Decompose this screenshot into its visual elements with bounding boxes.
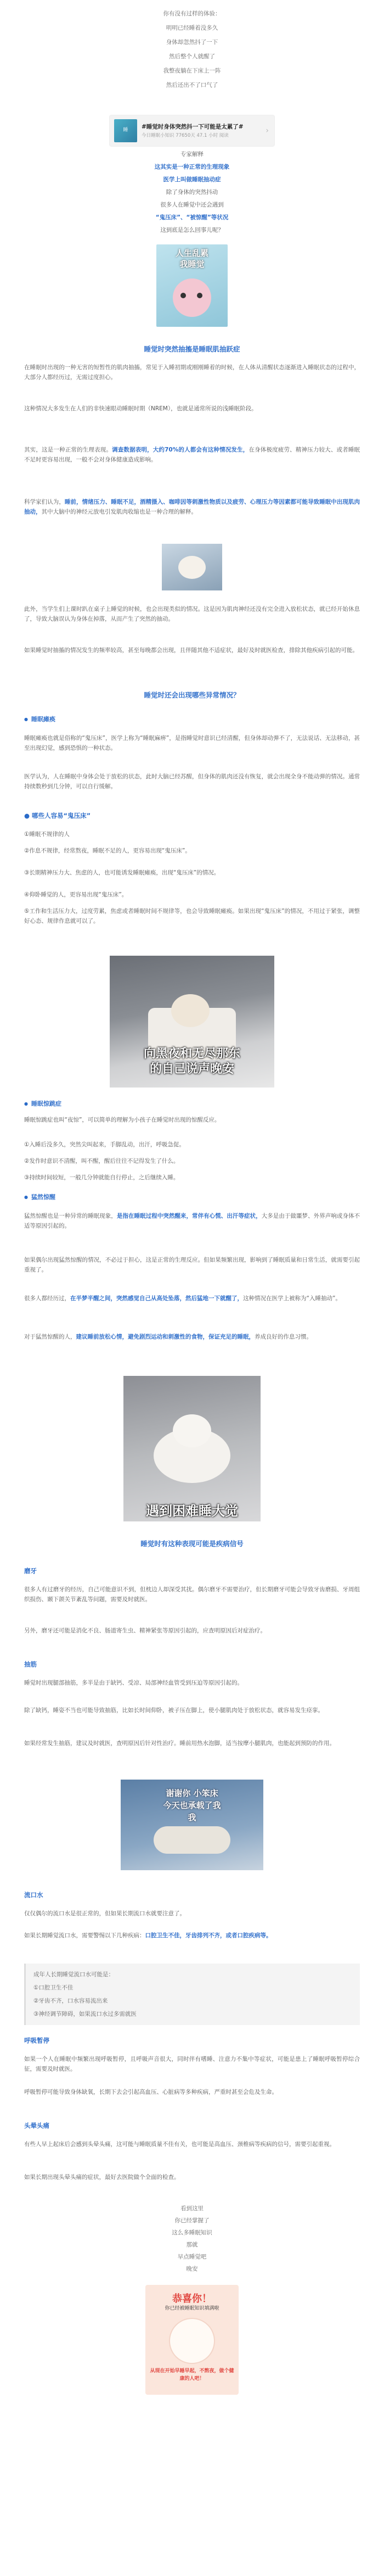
photo-dog-in-bed xyxy=(110,956,274,1088)
sub-heading: ● 哪些人容易“鬼压床” xyxy=(24,812,91,819)
list-item: ②发作时意识不清醒，叫不醒，醒后往往不记得发生了什么。 xyxy=(24,1158,179,1164)
highlight-span: 睡前，情绪压力、睡眠不足，酒精摄入、咖啡因等刺激性物质以及疲劳、心理压力等因素都可能导致睡眠中出现肌肉抽动， xyxy=(24,499,360,516)
dog-head-icon xyxy=(171,994,210,1027)
image-caption: 人生乱累 xyxy=(175,248,208,258)
image-caption: 我睡觉 xyxy=(179,259,205,269)
lead-line: 除了身体的突然抖动 xyxy=(166,189,218,196)
illustration-congrats xyxy=(145,2285,239,2395)
share-title: #睡觉时身体突然抖一下可能是太累了# xyxy=(142,124,244,130)
character-face-icon xyxy=(173,278,211,317)
list-item: ④仰卧睡觉的人，更容易出现“鬼压床”。 xyxy=(24,891,128,898)
sub-heading: 流口水 xyxy=(24,1891,43,1899)
paragraph: 很多人有过磨牙的经历，自己可能意识不到，但枕边人却深受其扰。偶尔磨牙不需要治疗，但长期磨牙可能会导致牙齿磨损、牙周组织损伤、颞下颌关节紊乱等问题，需要及时就医。 xyxy=(24,1586,360,1603)
lead-line-highlight: 医学上叫做睡眠抽动症 xyxy=(163,176,221,183)
intro-line: 我整夜躺在下床上一阵 xyxy=(163,68,221,74)
list-item: ①入睡后没多久，突然尖叫起来，手脚乱动，出汗，呼吸急促。 xyxy=(24,1141,185,1148)
paragraph: 有些人早上起床后会感到头晕头痛，这可能与睡眠质量不佳有关，也可能是高血压、颈椎病等疾病的信号，需要引起重视。 xyxy=(24,2141,335,2148)
paragraph: 睡觉时出现腿部抽筋，多半是由于缺钙、受凉、局部神经血管受到压迫等原因引起的。 xyxy=(24,1680,243,1686)
share-thumbnail xyxy=(114,119,137,142)
cat-body-icon xyxy=(154,1826,230,1854)
sub-heading: 磨牙 xyxy=(24,1567,37,1575)
list-item: ③长期精神压力大、焦虑的人，也可能诱发睡眠瘫痪，出现“鬼压床”的情况。 xyxy=(24,869,220,876)
image-caption: 谢谢你 小笨床 xyxy=(166,1788,218,1798)
share-card[interactable] xyxy=(110,115,274,146)
paragraph: 呼吸暂停可能导致身体缺氧，长期下去会引起高血压、心脏病等多种疾病，严重时甚至会危及生命。 xyxy=(24,2089,278,2095)
paragraph: 如果一个人在睡眠中频繁出现呼吸暂停，且呼吸声音很大，同时伴有嗜睡、注意力不集中等症状，可能是患上了睡眠呼吸暂停综合征，需要及时就医。 xyxy=(24,2056,360,2073)
paragraph: 如果偶尔出现猛然惊醒的情况，不必过于担心，这是正常的生理反应。但如果频繁出现，影响到了睡眠质量和日常生活，就需要引起重视了。 xyxy=(24,1257,360,1274)
bullet-heading: ● 睡眠惊跳症 xyxy=(0,1099,384,1109)
list-item: ①睡眠不规律的人 xyxy=(24,831,70,838)
paragraph: 睡眠惊跳症也叫“夜惊”，可以简单的理解为小孩子在睡觉时出现的惊醒反应。 xyxy=(24,1117,221,1123)
photo-puppy xyxy=(123,1376,261,1521)
congrats-title: 恭喜你！ xyxy=(172,2293,212,2305)
image-caption: 遇到困难睡大觉 xyxy=(146,1503,238,1519)
paragraph: 此外，当学生们上课时趴在桌子上睡觉的时候，也会出现类似的情况。这是因为肌肉神经还没有完全进入放松状态，就已经开始休息了，导致大脑误认为身体在掉落，从而产生了突然的抽动。 xyxy=(24,606,360,623)
intro-block xyxy=(0,3,384,92)
text-span: 其中大脑中的神经元放电引发肌肉收缩也是一种合理的解释。 xyxy=(41,509,197,516)
congrats-subtitle: 你已经被睡眠知识填满啦 xyxy=(165,2306,219,2311)
image-caption: 我 xyxy=(188,1813,196,1822)
paragraph xyxy=(0,1931,384,1941)
text-span: 这种情况在医学上被称为“入睡抽动”。 xyxy=(243,1295,341,1302)
photo-cat-on-bed xyxy=(121,1780,263,1870)
outro-line: 你已经掌握了 xyxy=(174,2217,210,2224)
intro-line: 然后还出不了口气了 xyxy=(166,82,218,88)
text-span: 养成良好的作息习惯。 xyxy=(255,1334,312,1340)
paragraph: 如果睡觉时抽搐的情况发生的频率较高，甚至每晚都会出现，且伴随其他不适症状，最好及时就医检查，排除其他疾病引起的可能。 xyxy=(24,647,358,654)
list-item: ②作息不规律，经常熬夜，睡眠不足的人，更容易出现“鬼压床”。 xyxy=(24,847,191,854)
paragraph: 仅仅偶尔的流口水是很正常的，但如果长期流口水就要注意了。 xyxy=(24,1910,185,1917)
quote-box xyxy=(24,1964,360,2025)
lead-block xyxy=(0,148,384,237)
section-title: 睡觉时还会出现哪些异常情况？ xyxy=(144,691,240,699)
section-title: 睡觉时有这种表现可能是疾病信号 xyxy=(140,1540,244,1548)
pillow-icon xyxy=(178,556,206,579)
highlight-span: 调查数据表明，大约70%的人都会有这种情况发生， xyxy=(112,447,249,453)
intro-line: 身体却忽然抖了一下 xyxy=(166,39,218,46)
intro-line: 然后整个人就醒了 xyxy=(169,53,215,60)
outro-line: 早点睡觉吧 xyxy=(177,2254,207,2260)
congrats-footer: 从现在开始早睡早起，不熬夜，做个健康的人吧！ xyxy=(150,2368,234,2382)
lead-line: 这到底是怎么回事儿呢？ xyxy=(160,227,224,233)
sub-heading: 呼吸暂停 xyxy=(24,2037,49,2044)
character-eye-icon xyxy=(180,293,186,298)
quote-line: 成年人长期睡觉流口水可能是： xyxy=(33,1971,114,1978)
paragraph xyxy=(0,1293,384,1303)
bullet-heading: ● 猛然惊醒 xyxy=(0,1192,384,1202)
outro-line: 看到这里 xyxy=(180,2205,204,2212)
highlight-span: 口腔卫生不佳，牙齿排列不齐，或者口腔疾病等。 xyxy=(145,1932,272,1939)
lead-line-highlight: “鬼压床”、“被惊醒”等状况 xyxy=(155,214,229,221)
text-span: 其实，这是一种正常的生理表现。 xyxy=(24,447,112,453)
quote-line: ①口腔卫生不佳 xyxy=(33,1984,74,1991)
intro-line: 你有没有过样的体验： xyxy=(163,10,221,17)
puppy-head-icon xyxy=(173,1414,211,1447)
outro-line: 这么多睡眠知识 xyxy=(172,2229,212,2236)
paragraph xyxy=(0,1211,384,1231)
text-span: 在身体极度疲劳、精神压力较大、或者睡眠不足时更容易出现，一般不会对身体健康造成影响。 xyxy=(24,447,360,464)
image-caption: 的自己说声晚安 xyxy=(149,1062,234,1076)
outro-line: 晚安 xyxy=(186,2266,198,2272)
list-item: ⑤工作和生活压力大，过度劳累，焦虑或者睡眠时间不规律等，也会导致睡眠瘫痪。如果出现“鬼压床”的情况，不用过于紧张，调整好心态、规律作息就可以了。 xyxy=(24,908,360,925)
paragraph: 睡眠瘫痪也就是俗称的“鬼压床”，医学上称为“睡眠麻痹”，是指睡觉时意识已经清醒，但身体却动弹不了，无法说话、无法移动，甚至出现幻觉，感到恐惧的一种状态。 xyxy=(24,735,360,752)
section-title: 睡觉时突然抽搐是睡眠肌抽跃症 xyxy=(144,345,240,353)
highlight-span: 是指在睡眠过程中突然醒来，常伴有心慌、出汗等症状， xyxy=(116,1213,262,1219)
image-caption: 向黑夜和无尽那东 xyxy=(143,1047,240,1061)
outro-line: 那就 xyxy=(186,2242,198,2248)
text-span: 科学家们认为， xyxy=(24,499,65,505)
paragraph: 另外，磨牙还可能是消化不良、肠道寄生虫、精神紧张等原因引起的，应查明原因后对症治疗。 xyxy=(24,1627,266,1634)
highlight-span: 建议睡前放松心情，避免剧烈运动和刺激性的食物，保证充足的睡眠， xyxy=(76,1334,255,1340)
illustration-sleeping xyxy=(162,544,222,590)
paragraph: 这种情况大多发生在人们的非快速眼动睡眠时期（NREM），也就是通常所说的浅睡眠阶段。 xyxy=(24,405,257,412)
highlight-span: 在半梦半醒之间，突然感觉自己从高处坠落，然后猛地一下就醒了， xyxy=(70,1295,243,1302)
outro-block xyxy=(0,2203,384,2275)
bullet-heading: ● 睡眠瘫痪 xyxy=(0,714,384,724)
paragraph: 除了缺钙，睡姿不当也可能导致抽筋，比如长时间仰卧，被子压在脚上，使小腿肌肉处于放松状态，就容易发生痉挛。 xyxy=(24,1707,324,1714)
paragraph: 如果长期出现头晕头痛的症状，最好去医院做个全面的检查。 xyxy=(24,2174,180,2181)
lead-line: 专家解释 xyxy=(180,151,204,158)
text-span: 如果长期睡觉流口水，需要警惕以下几种疾病： xyxy=(24,1932,145,1939)
share-meta: 今日睡眠小知识 77650天 47.1 小时 阅读 xyxy=(142,133,229,138)
paragraph: 如果经常发生抽筋，建议及时就医，查明原因后针对性治疗。睡前用热水泡脚，适当按摩小腿肌肉，也能起到预防的作用。 xyxy=(24,1740,335,1747)
intro-line: 明明已经睡着没多久 xyxy=(166,25,218,31)
paragraph xyxy=(0,445,384,465)
sub-heading: 抽筋 xyxy=(24,1660,37,1668)
sub-heading: 头晕头痛 xyxy=(24,2122,49,2129)
text-span: 对于猛然惊醒的人， xyxy=(24,1334,76,1340)
list-item: ③持续时间较短，一般几分钟就能自行停止，之后继续入睡。 xyxy=(24,1174,179,1181)
thumb-label: 睡 xyxy=(123,127,128,133)
paragraph: 在睡眠时出现的一种无害的短暂性的肌肉抽搐，常见于入睡初期或刚刚睡着的时候，在人体从清醒状态逐渐进入睡眠状态的过程中，大部分人都经历过，无需过度担心。 xyxy=(24,364,360,381)
quote-line: ②牙齿不齐，口水容易流出来 xyxy=(33,1998,108,2004)
paragraph xyxy=(0,1332,384,1342)
quote-line: ③神经调节障碍，如果流口水过多需就医 xyxy=(33,2011,137,2017)
text-span: 大多是由于做噩梦、外界声响或身体不适等原因引起的。 xyxy=(24,1213,360,1230)
text-span: 猛然惊醒也是一种异常的睡眠现象， xyxy=(24,1213,117,1219)
chevron-right-icon: › xyxy=(266,126,269,135)
lead-line-highlight: 这其实是一种正常的生理现象 xyxy=(154,164,230,170)
dog-face-icon xyxy=(170,2319,214,2363)
illustration-tired xyxy=(156,244,228,327)
image-caption: 今天也承载了我 xyxy=(163,1800,221,1810)
character-eye-icon xyxy=(197,293,202,298)
text-span: 很多人都经历过， xyxy=(24,1295,70,1302)
paragraph xyxy=(0,497,384,517)
paragraph: 医学认为，人在睡眠中身体会处于放松的状态，此时大脑已经苏醒，但身体的肌肉还没有恢复，就会出现全身不能动弹的情况。通常持续数秒到几分钟，可以自行缓解。 xyxy=(24,773,360,790)
lead-line: 很多人在睡觉中还会遇到 xyxy=(160,202,224,208)
